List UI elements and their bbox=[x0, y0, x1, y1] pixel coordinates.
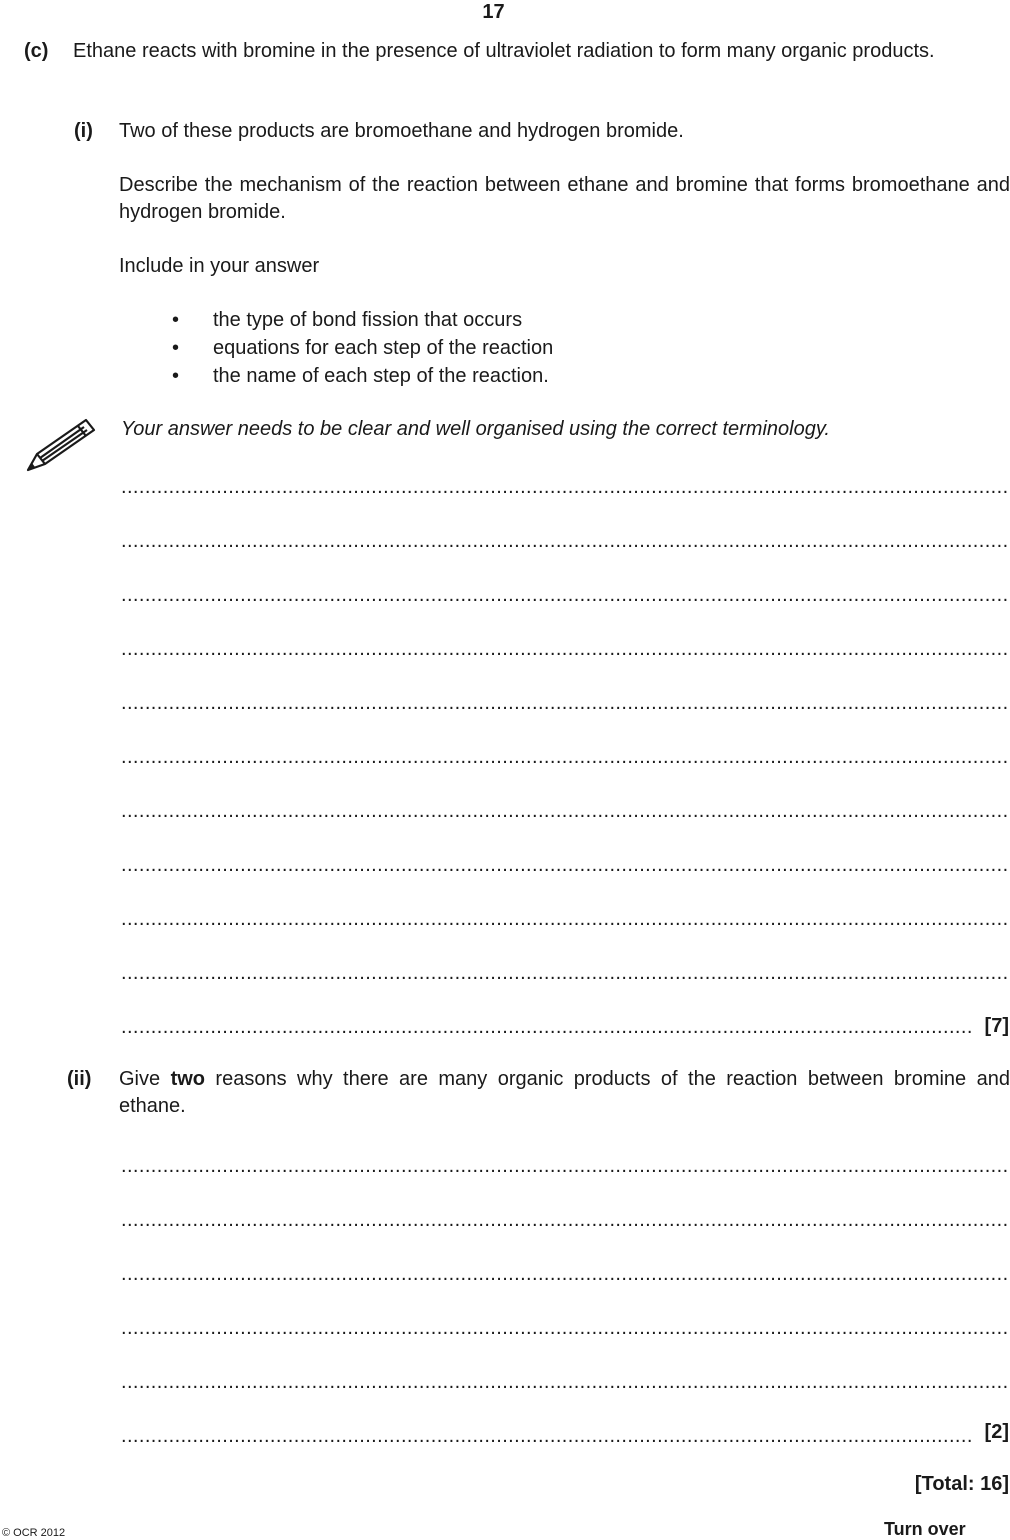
part-i-label: (i) bbox=[74, 120, 93, 142]
bullet-text: equations for each step of the reaction bbox=[213, 337, 554, 359]
answer-line[interactable] bbox=[121, 746, 1009, 768]
part-i-bullet-list bbox=[172, 306, 872, 390]
answer-line[interactable] bbox=[121, 800, 1009, 822]
bullet-icon: • bbox=[172, 337, 180, 359]
part-ii-text-after: reasons why there are many organic products of the reaction between bromine and ethane. bbox=[119, 1068, 1010, 1117]
answer-line[interactable] bbox=[121, 1317, 1009, 1339]
bullet-icon: • bbox=[172, 365, 180, 387]
answer-line[interactable] bbox=[121, 854, 1009, 876]
part-i-task: Describe the mechanism of the reaction between ethane and bromine that forms bromoethane and hydrogen bromide. bbox=[119, 174, 1010, 223]
answer-line[interactable] bbox=[121, 1155, 1009, 1177]
part-i-marks: [7] bbox=[984, 1015, 1009, 1037]
list-item bbox=[172, 362, 872, 390]
total-marks: [Total: 16] bbox=[914, 1473, 1009, 1495]
question-c-label: (c) bbox=[24, 40, 49, 62]
answer-line[interactable] bbox=[121, 692, 1009, 714]
bullet-text: the type of bond fission that occurs bbox=[213, 309, 523, 331]
part-i-include: Include in your answer bbox=[119, 255, 320, 277]
qwc-note: Your answer needs to be clear and well organised using the correct terminology. bbox=[121, 418, 830, 440]
answer-line[interactable] bbox=[121, 1016, 971, 1038]
answer-line[interactable] bbox=[121, 1209, 1009, 1231]
part-ii-label: (ii) bbox=[67, 1068, 92, 1090]
answer-line[interactable] bbox=[121, 908, 1009, 930]
list-item bbox=[172, 334, 872, 362]
part-ii-text-before: Give bbox=[119, 1068, 171, 1090]
part-ii-text-bold: two bbox=[170, 1068, 205, 1090]
answer-line[interactable] bbox=[121, 584, 1009, 606]
question-c-text: Ethane reacts with bromine in the presence of ultraviolet radiation to form many organic products. bbox=[73, 40, 935, 62]
answer-line[interactable] bbox=[121, 530, 1009, 552]
bullet-icon: • bbox=[172, 309, 180, 331]
list-item bbox=[172, 306, 872, 334]
answer-line[interactable] bbox=[121, 962, 1009, 984]
answer-line[interactable] bbox=[121, 1425, 971, 1447]
turn-over: Turn over bbox=[884, 1519, 966, 1539]
part-i-intro: Two of these products are bromoethane and hydrogen bromide. bbox=[119, 120, 684, 142]
bullet-text: the name of each step of the reaction. bbox=[213, 365, 549, 387]
answer-line[interactable] bbox=[121, 1371, 1009, 1393]
answer-line[interactable] bbox=[121, 476, 1009, 498]
answer-line[interactable] bbox=[121, 638, 1009, 660]
part-ii-marks: [2] bbox=[984, 1421, 1009, 1443]
page-number: 17 bbox=[482, 1, 505, 23]
answer-line[interactable] bbox=[121, 1263, 1009, 1285]
copyright: © OCR 2012 bbox=[2, 1527, 66, 1539]
pencil-icon bbox=[24, 414, 96, 474]
part-ii-question bbox=[119, 1066, 1010, 1120]
